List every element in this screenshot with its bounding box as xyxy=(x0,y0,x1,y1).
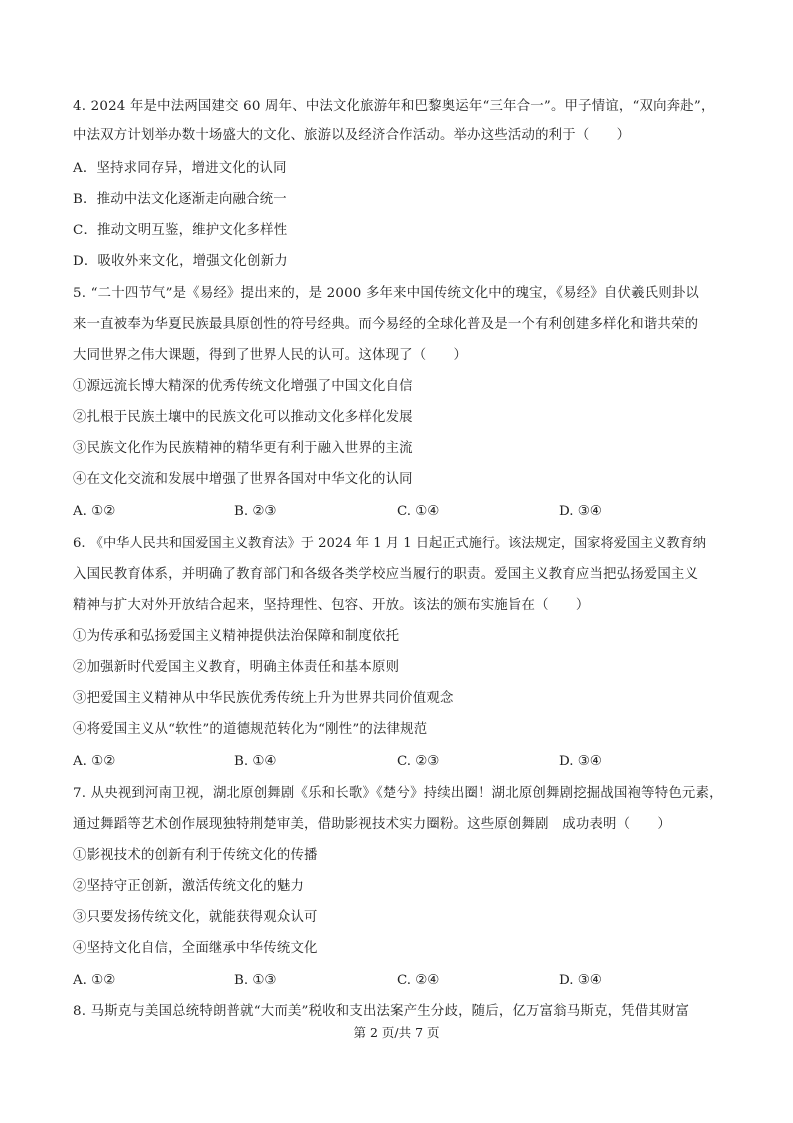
statement-1: ①源远流长博大精深的优秀传统文化增强了中国文化自信 xyxy=(73,379,413,394)
option-d: D．吸收外来文化，增强文化创新力 xyxy=(73,254,288,269)
statement-1: ①影视技术的创新有利于传统文化的传播 xyxy=(73,848,318,863)
option-d: D. ③④ xyxy=(559,504,602,519)
question-text-line: 7. 从央视到河南卫视，湖北原创舞剧《乐和长歌》《楚兮》持续出圈！湖北原创舞剧挖掘战国袍等特色元素， xyxy=(73,786,723,801)
page-footer: 第 2 页/共 7 页 xyxy=(353,1025,440,1040)
option-d: D. ③④ xyxy=(559,754,602,769)
option-a: A．坚持求同存异，增进文化的认同 xyxy=(73,161,287,176)
statement-2: ②扎根于民族土壤中的民族文化可以推动文化多样化发展 xyxy=(73,410,413,425)
option-a: A. ①② xyxy=(73,973,116,988)
statement-3: ③把爱国主义精神从中华民族优秀传统上升为世界共同价值观念 xyxy=(73,691,454,706)
statement-4: ④将爱国主义从“软性”的道德规范转化为“刚性”的法律规范 xyxy=(73,722,428,737)
question-text-line: 精神与扩大对外开放结合起来，坚持理性、包容、开放。该法的颁布实施旨在（ ） xyxy=(73,598,590,613)
statement-3: ③只要发扬传统文化，就能获得观众认可 xyxy=(73,910,318,925)
statement-4: ④坚持文化自信，全面继承中华传统文化 xyxy=(73,941,318,956)
question-text-line: 6. 《中华人民共和国爱国主义教育法》于 2024 年 1 月 1 日起正式施行。该法规定，国家将爱国主义教育纳 xyxy=(73,536,706,551)
question-text-line: 大同世界之伟大课题，得到了世界人民的认可。这体现了（ ） xyxy=(73,348,468,363)
option-b: B．推动中法文化逐渐走向融合统一 xyxy=(73,192,287,207)
question-text-line: 4. 2024 年是中法两国建交 60 周年、中法文化旅游年和巴黎奥运年“三年合一”。甲子情谊，“双向奔赴”， xyxy=(73,99,715,114)
option-a: A. ①② xyxy=(73,504,116,519)
option-c: C．推动文明互鉴，维护文化多样性 xyxy=(73,223,288,238)
option-b: B. ①④ xyxy=(234,754,277,769)
statement-2: ②加强新时代爱国主义教育，明确主体责任和基本原则 xyxy=(73,660,400,675)
option-b: B. ②③ xyxy=(234,504,277,519)
statement-3: ③民族文化作为民族精神的精华更有利于融入世界的主流 xyxy=(73,441,413,456)
statement-2: ②坚持守正创新，激活传统文化的魅力 xyxy=(73,879,305,894)
question-text-line: 来一直被奉为华夏民族最具原创性的符号经典。而今易经的全球化普及是一个有利创建多样化和谐共荣的 xyxy=(73,317,699,332)
statement-4: ④在文化交流和发展中增强了世界各国对中华文化的认同 xyxy=(73,472,413,487)
option-b: B. ①③ xyxy=(234,973,277,988)
option-d: D. ③④ xyxy=(559,973,602,988)
option-a: A. ①② xyxy=(73,754,116,769)
statement-1: ①为传承和弘扬爱国主义精神提供法治保障和制度依托 xyxy=(73,629,400,644)
option-c: C. ②③ xyxy=(397,754,440,769)
question-text-line: 中法双方计划举办数十场盛大的文化、旅游以及经济合作活动。举办这些活动的利于（ ） xyxy=(73,128,631,143)
question-text-line: 5. “二十四节气”是《易经》提出来的，是 2000 多年来中国传统文化中的瑰宝，《易经》自伏羲氏则卦以 xyxy=(73,286,700,301)
question-text-line: 入国民教育体系，并明确了教育部门和各级各类学校应当履行的职责。爱国主义教育应当把弘扬爱国主义 xyxy=(73,567,699,582)
question-text-line: 8. 马斯克与美国总统特朗普就“大而美”税收和支出法案产生分歧，随后，亿万富翁马斯克，凭借其财富 xyxy=(73,1004,690,1019)
question-text-line: 通过舞蹈等艺术创作展现独特荆楚审美，借助影视技术实力圈粉。这些原创舞剧 成功表明（ ） xyxy=(73,817,671,832)
option-c: C. ②④ xyxy=(397,973,440,988)
option-c: C. ①④ xyxy=(397,504,440,519)
